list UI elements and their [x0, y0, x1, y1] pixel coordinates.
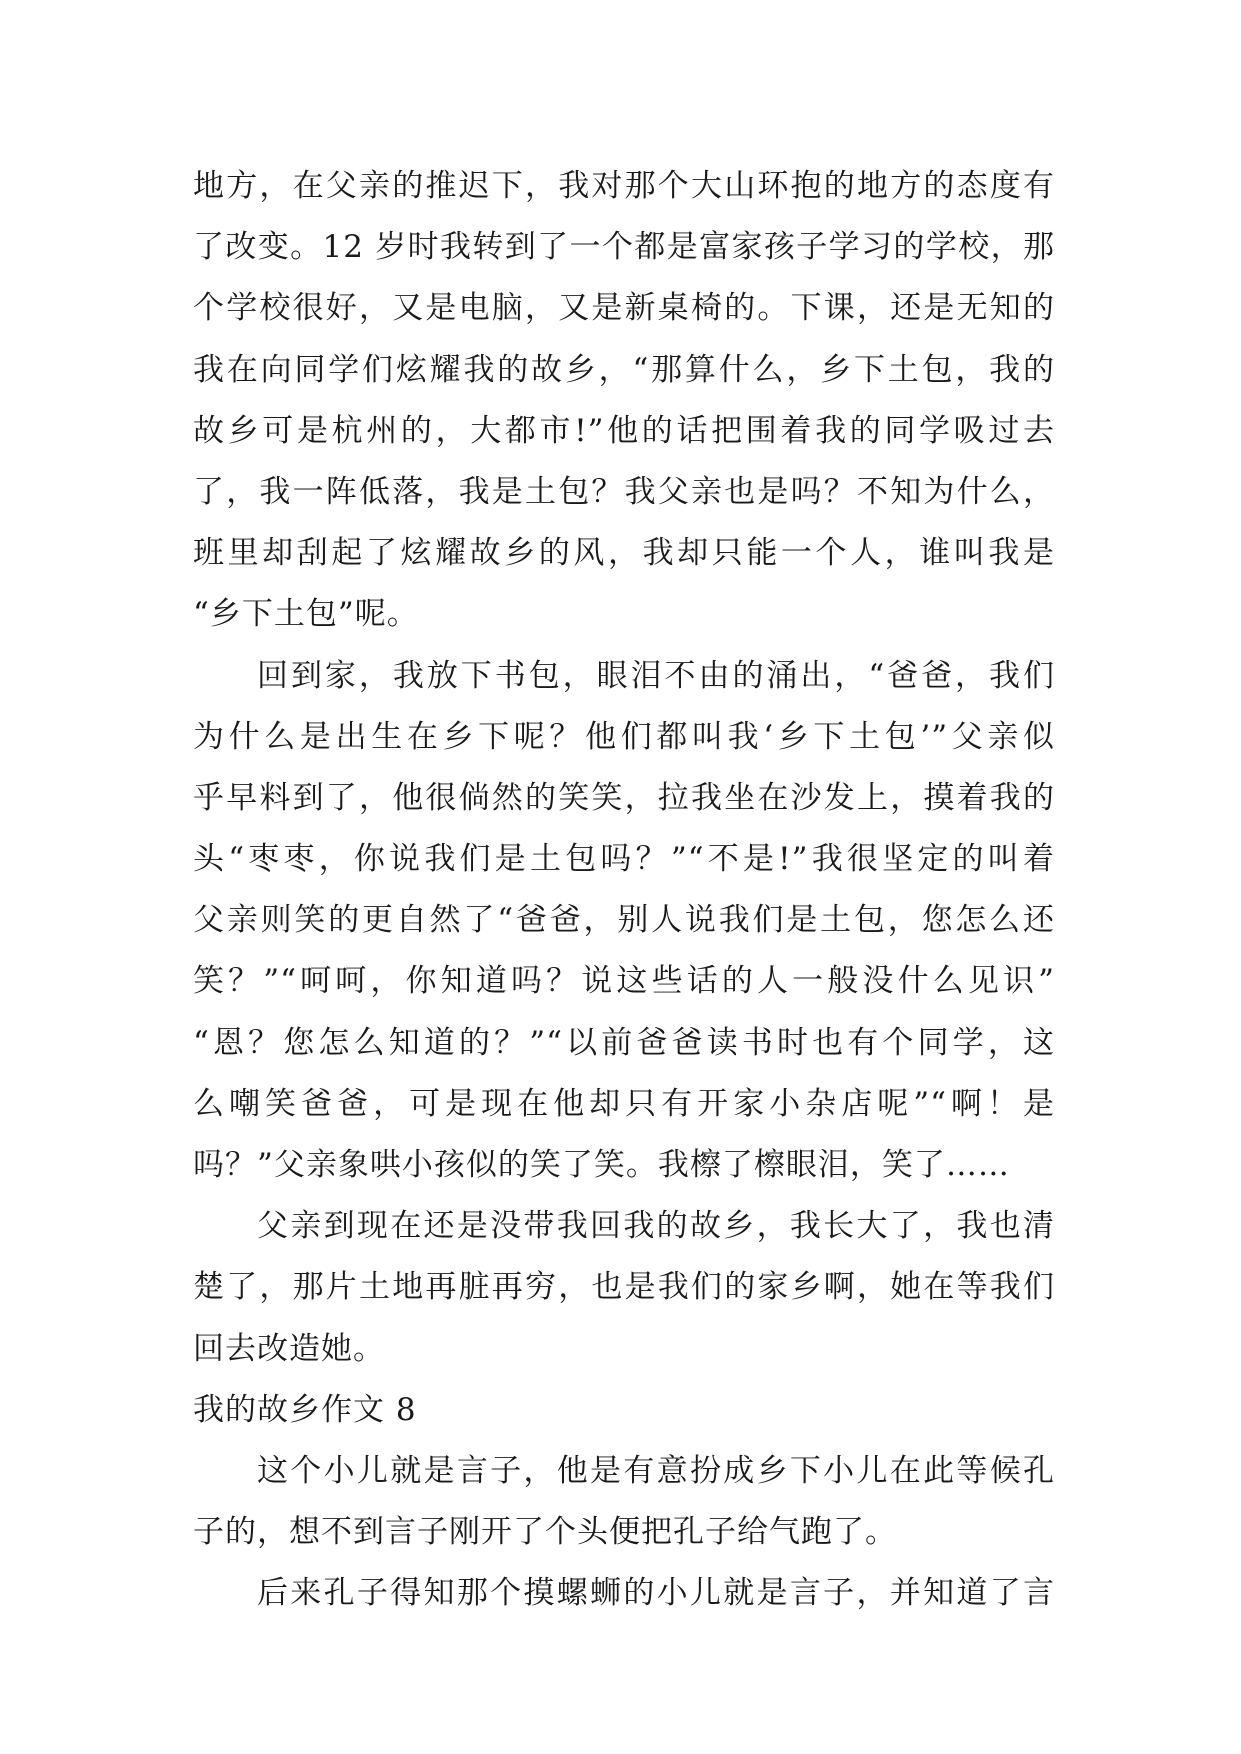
text-line: 我在向同学们炫耀我的故乡，“那算什么，乡下土包，我的	[193, 351, 1055, 388]
text-line: 乎早料到了，他很倘然的笑笑，拉我坐在沙发上，摸着我的	[193, 779, 1055, 816]
text-line: 么嘲笑爸爸，可是现在他却只有开家小杂店呢”“啊！是	[193, 1085, 1055, 1122]
text-line: 这个小儿就是言子，他是有意扮成乡下小儿在此等候孔	[257, 1452, 1055, 1489]
text-line: 笑？”“呵呵，你知道吗？说这些话的人一般没什么见识”	[193, 963, 1055, 1000]
text-line: 为什么是出生在乡下呢？他们都叫我‘乡下土包’”父亲似	[193, 718, 1055, 755]
text-line: 父亲则笑的更自然了“爸爸，别人说我们是土包，您怎么还	[193, 902, 1055, 939]
text-line: 了改变。12 岁时我转到了一个都是富家孩子学习的学校，那	[193, 229, 1055, 266]
text-line: 回到家，我放下书包，眼泪不由的涌出，“爸爸，我们	[257, 657, 1055, 694]
text-line: “乡下土包”呢。	[193, 596, 419, 633]
section-heading: 我的故乡作文 8	[193, 1391, 417, 1428]
text-line: 后来孔子得知那个摸螺蛳的小儿就是言子，并知道了言	[257, 1575, 1055, 1612]
text-line: 楚了，那片土地再脏再穷，也是我们的家乡啊，她在等我们	[193, 1269, 1055, 1306]
text-line: 了，我一阵低落，我是土包？我父亲也是吗？不知为什么，	[193, 473, 1055, 510]
text-line: 故乡可是杭州的，大都市!”他的话把围着我的同学吸过去	[193, 412, 1055, 449]
text-line: 子的，想不到言子刚开了个头便把孔子给气跑了。	[193, 1514, 897, 1551]
text-line: “恩？您怎么知道的？”“以前爸爸读书时也有个同学，这	[193, 1024, 1055, 1061]
text-line: 吗？”父亲象哄小孩似的笑了笑。我檫了檫眼泪，笑了……	[193, 1147, 1010, 1183]
text-line: 头“枣枣，你说我们是土包吗？”“不是!”我很坚定的叫着	[193, 841, 1055, 878]
text-line: 回去改造她。	[193, 1330, 385, 1367]
text-line: 地方，在父亲的推迟下，我对那个大山环抱的地方的态度有	[193, 168, 1055, 204]
text-line: 个学校很好，又是电脑，又是新桌椅的。下课，还是无知的	[193, 290, 1055, 327]
document-body	[193, 156, 1055, 1625]
text-line: 班里却刮起了炫耀故乡的风，我却只能一个人，谁叫我是	[193, 535, 1055, 572]
text-line: 父亲到现在还是没带我回我的故乡，我长大了，我也清	[257, 1208, 1055, 1245]
